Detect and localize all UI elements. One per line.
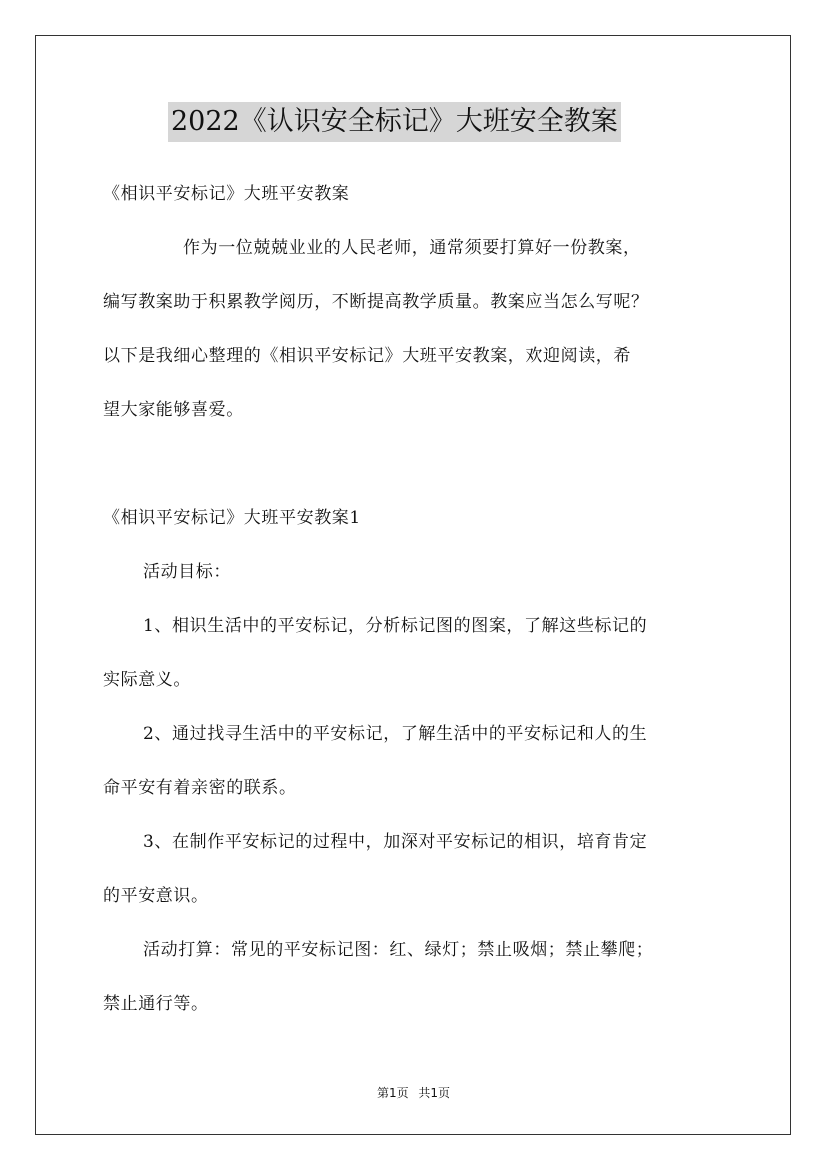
- goal-2-line-2: 命平安有着亲密的联系。: [103, 778, 297, 798]
- goals-label: 活动目标：: [143, 562, 231, 582]
- prep-line-1: 活动打算：常见的平安标记图：红、绿灯；禁止吸烟；禁止攀爬；: [143, 940, 654, 960]
- section-heading: 《相识平安标记》大班平安教案1: [103, 508, 361, 528]
- goal-1-line-1: 1、相识生活中的平安标记，分析标记图的图案，了解这些标记的: [143, 616, 648, 636]
- intro-line-1: 作为一位兢兢业业的人民老师，通常须要打算好一份教案，: [183, 238, 641, 258]
- goal-3-line-2: 的平安意识。: [103, 886, 209, 906]
- page-footer: [0, 1085, 827, 1101]
- intro-line-4: 望大家能够喜爱。: [103, 400, 244, 420]
- goal-1-line-2: 实际意义。: [103, 670, 191, 690]
- document-subtitle: 《相识平安标记》大班平安教案: [103, 184, 350, 204]
- goal-2-line-1: 2、通过找寻生活中的平安标记，了解生活中的平安标记和人的生: [143, 724, 648, 744]
- intro-line-3: 以下是我细心整理的《相识平安标记》大班平安教案，欢迎阅读，希: [103, 346, 631, 366]
- page-number-total: 共1页: [418, 1086, 451, 1100]
- prep-line-2: 禁止通行等。: [103, 994, 209, 1014]
- goal-3-line-1: 3、在制作平安标记的过程中，加深对平安标记的相识，培育肯定: [143, 832, 648, 852]
- intro-line-2: 编写教案助于积累教学阅历，不断提高教学质量。教案应当怎么写呢？: [103, 292, 649, 312]
- document-title: 2022《认识安全标记》大班安全教案: [168, 102, 621, 142]
- page-number-current: 第1页: [376, 1086, 409, 1100]
